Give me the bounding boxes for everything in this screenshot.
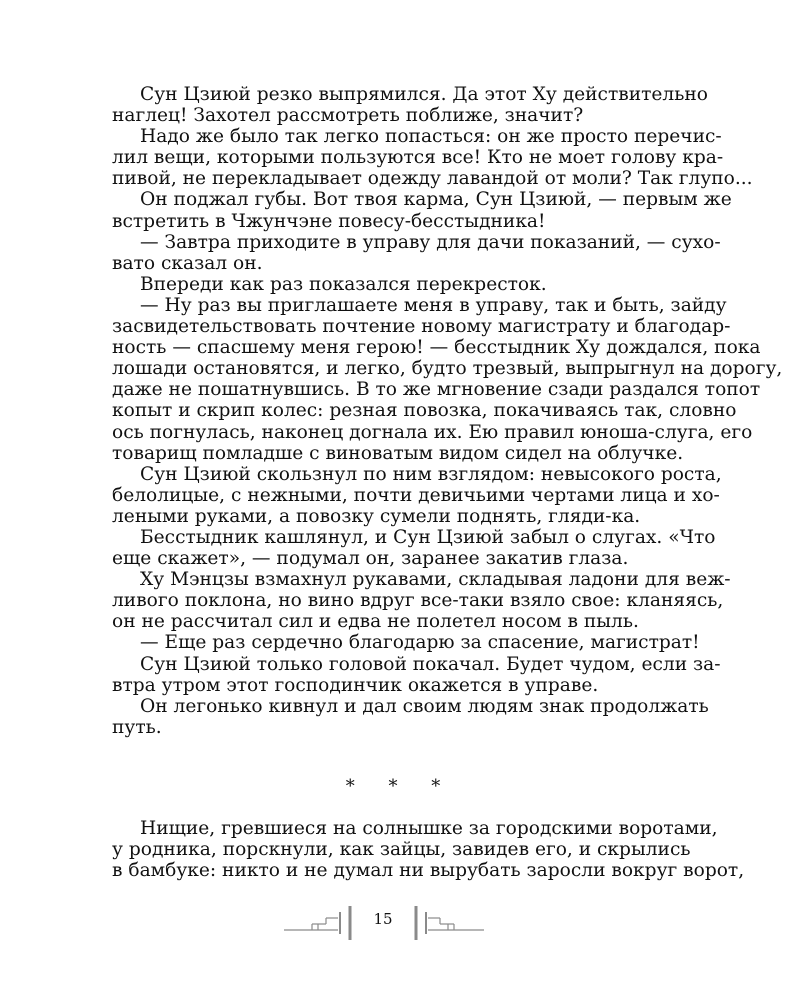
text-line: ось погнулась, наконец догнала их. Ею правил юноша-слуга, его — [112, 421, 753, 443]
right-ornament-icon — [400, 900, 800, 944]
text-line: Бесстыдник кашлянул, и Сун Цзиюй забыл о слугах. «Что — [140, 526, 716, 548]
text-line: товарищ помладше с виноватым видом сидел на облучке. — [112, 442, 684, 464]
text-block-bottom — [112, 818, 745, 882]
text-line: — Завтра приходите в управу для дачи показаний, — сухо- — [140, 231, 721, 253]
text-line: Сун Цзиюй резко выпрямился. Да этот Ху действительно — [140, 84, 708, 105]
text-line: даже не пошатнувшись. В то же мгновение сзади раздался топот — [112, 379, 761, 401]
text-line: Сун Цзиюй скользнул по ним взглядом: невысокого роста, — [140, 463, 722, 485]
text-line: втра утром этот господинчик окажется в управе. — [112, 674, 599, 696]
text-line: Он поджал губы. Вот твоя карма, Сун Цзиюй, — первым же — [140, 189, 732, 211]
text-line: еще скажет», — подумал он, заранее закатив глаза. — [112, 548, 629, 570]
text-block-top — [112, 84, 783, 738]
text-line: ливого поклона, но вино вдруг все-таки взяло свое: кланяясь, — [112, 590, 724, 612]
section-separator: * * * — [345, 776, 455, 797]
left-ornament-icon — [0, 900, 360, 944]
text-line: путь. — [112, 716, 162, 738]
text-line: Сун Цзиюй только головой покачал. Будет чудом, если за- — [140, 653, 721, 675]
text-line: Он легонько кивнул и дал своим людям знак продолжать — [140, 695, 709, 717]
text-line: Впереди как раз показался перекресток. — [140, 273, 547, 295]
text-line: белолицые, с нежными, почти девичьими чертами лица и хо- — [112, 484, 720, 506]
text-line: — Ну раз вы приглашаете меня в управу, так и быть, зайду — [140, 294, 727, 316]
page-number: 15 — [373, 910, 393, 928]
text-line: засвидетельствовать почтение новому магистрату и благодар- — [112, 316, 731, 338]
text-line: встретить в Чжунчэне повесу-бесстыдника! — [112, 210, 546, 232]
text-line: в бамбуке: никто и не думал ни вырубать заросли вокруг ворот, — [112, 860, 745, 882]
text-line: он не рассчитал сил и едва не полетел носом в пыль. — [112, 611, 639, 633]
text-line: у родника, порскнули, как зайцы, завидев его, и скрылись — [112, 839, 691, 861]
text-line: копыт и скрип колес: резная повозка, покачиваясь так, словно — [112, 400, 737, 422]
text-line: наглец! Захотел рассмотреть поближе, значит? — [112, 105, 584, 127]
text-line: Надо же было так легко попасться: он же просто перечис- — [140, 126, 722, 148]
text-line: леными руками, а повозку сумели поднять, гляди-ка. — [112, 505, 641, 527]
text-line: — Еще раз сердечно благодарю за спасение, магистрат! — [140, 632, 700, 654]
text-line: ность — спасшему меня герою! — бесстыдник Ху дождался, пока — [112, 337, 761, 359]
text-line: пивой, не перекладывает одежду лавандой от моли? Так глупо... — [112, 168, 753, 190]
text-line: вато сказал он. — [112, 252, 263, 274]
text-line: Нищие, гревшиеся на солнышке за городскими воротами, — [140, 818, 718, 839]
text-line: Ху Мэнцзы взмахнул рукавами, складывая ладони для веж- — [140, 569, 731, 591]
text-line: лошади остановятся, и легко, будто трезвый, выпрыгнул на дорогу, — [112, 358, 783, 380]
text-line: лил вещи, которыми пользуются все! Кто не моет голову кра- — [112, 147, 724, 169]
page-footer — [0, 900, 800, 944]
